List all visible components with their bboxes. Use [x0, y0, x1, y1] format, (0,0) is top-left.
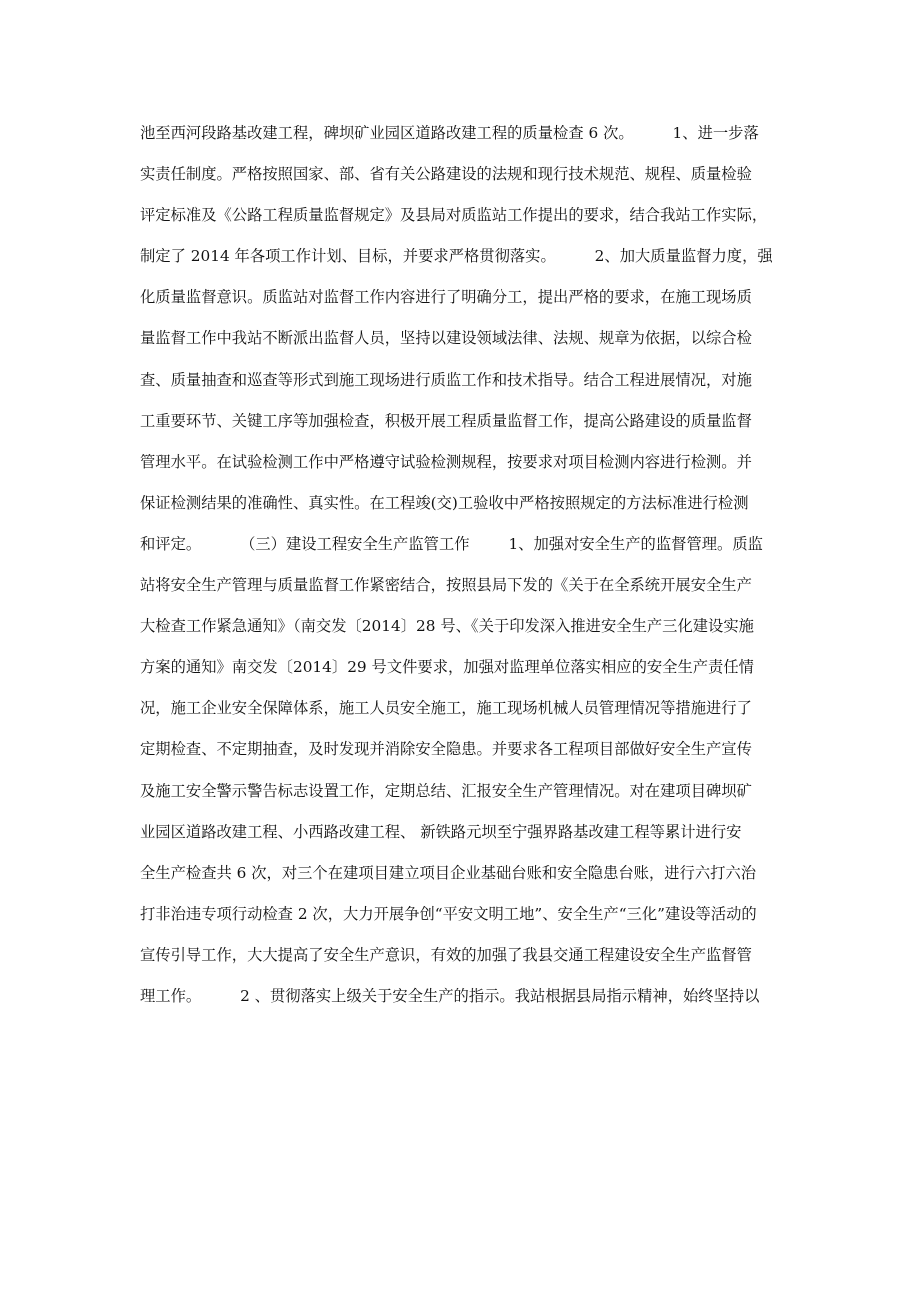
text-line-18: 业园区道路改建工程、小西路改建工程、 新铁路元坝至宁强界路基改建工程等累计进行安 — [140, 822, 742, 841]
text-line-4: 制定了 2014 年各项工作计划、目标，并要求严格贯彻落实。 2、加大质量监督力度，强 — [140, 247, 773, 266]
text-line-8: 工重要环节、关键工序等加强检查，积极开展工程质量监督工作，提高公路建设的质量监督 — [140, 411, 752, 430]
text-line-13: 大检查工作紧急通知》（南交发〔2014〕28 号、《关于印发深入推进安全生产三化建设实施 — [140, 617, 754, 636]
text-line-12: 站将安全生产管理与质量监督工作紧密结合，按照县局下发的《关于在全系统开展安全生产 — [140, 576, 752, 595]
text-line-14: 方案的通知》南交发〔2014〕29 号文件要求，加强对监理单位落实相应的安全生产责任情 — [140, 658, 754, 677]
text-line-21: 宣传引导工作，大大提高了安全生产意识，有效的加强了我县交通工程建设安全生产监督管 — [140, 945, 752, 964]
text-line-1: 池至西河段路基改建工程，碑坝矿业园区道路改建工程的质量检查 6 次。 1、进一步落 — [140, 124, 759, 142]
text-line-17: 及施工安全警示警告标志设置工作，定期总结、汇报安全生产管理情况。对在建项目碑坝矿 — [140, 781, 752, 800]
text-line-19: 全生产检查共 6 次，对三个在建项目建立项目企业基础台账和安全隐患台账，进行六打六治 — [140, 863, 757, 882]
text-line-6: 量监督工作中我站不断派出监督人员，坚持以建设领域法律、法规、规章为依据，以综合检 — [140, 329, 752, 348]
text-line-2: 实责任制度。严格按照国家、部、省有关公路建设的法规和现行技术规范、规程、质量检验 — [140, 165, 752, 184]
text-line-11: 和评定。 （三）建设工程安全生产监管工作 1、加强对安全生产的监督管理。质监 — [140, 534, 763, 553]
text-line-15: 况，施工企业安全保障体系，施工人员安全施工，施工现场机械人员管理情况等措施进行了 — [140, 699, 752, 718]
text-line-7: 查、质量抽查和巡查等形式到施工现场进行质监工作和技术指导。结合工程进展情况，对施 — [140, 370, 752, 389]
text-line-5: 化质量监督意识。质监站对监督工作内容进行了明确分工，提出严格的要求，在施工现场质 — [140, 288, 752, 307]
body-text — [140, 113, 780, 1017]
text-line-10: 保证检测结果的准确性、真实性。在工程竣(交)工验收中严格按照规定的方法标准进行检测 — [140, 493, 749, 512]
text-line-9: 管理水平。在试验检测工作中严格遵守试验检测规程，按要求对项目检测内容进行检测。并 — [140, 452, 752, 471]
text-line-16: 定期检查、不定期抽查，及时发现并消除安全隐患。并要求各工程项目部做好安全生产宣传 — [140, 740, 752, 759]
text-line-22: 理工作。 2 、贯彻落实上级关于安全生产的指示。我站根据县局指示精神，始终坚持以 — [140, 986, 760, 1005]
text-line-20: 打非治违专项行动检查 2 次，大力开展争创“平安文明工地”、安全生产“三化”建设等活动的 — [140, 904, 757, 923]
text-line-3: 评定标准及《公路工程质量监督规定》及县局对质监站工作提出的要求，结合我站工作实际， — [140, 206, 768, 225]
